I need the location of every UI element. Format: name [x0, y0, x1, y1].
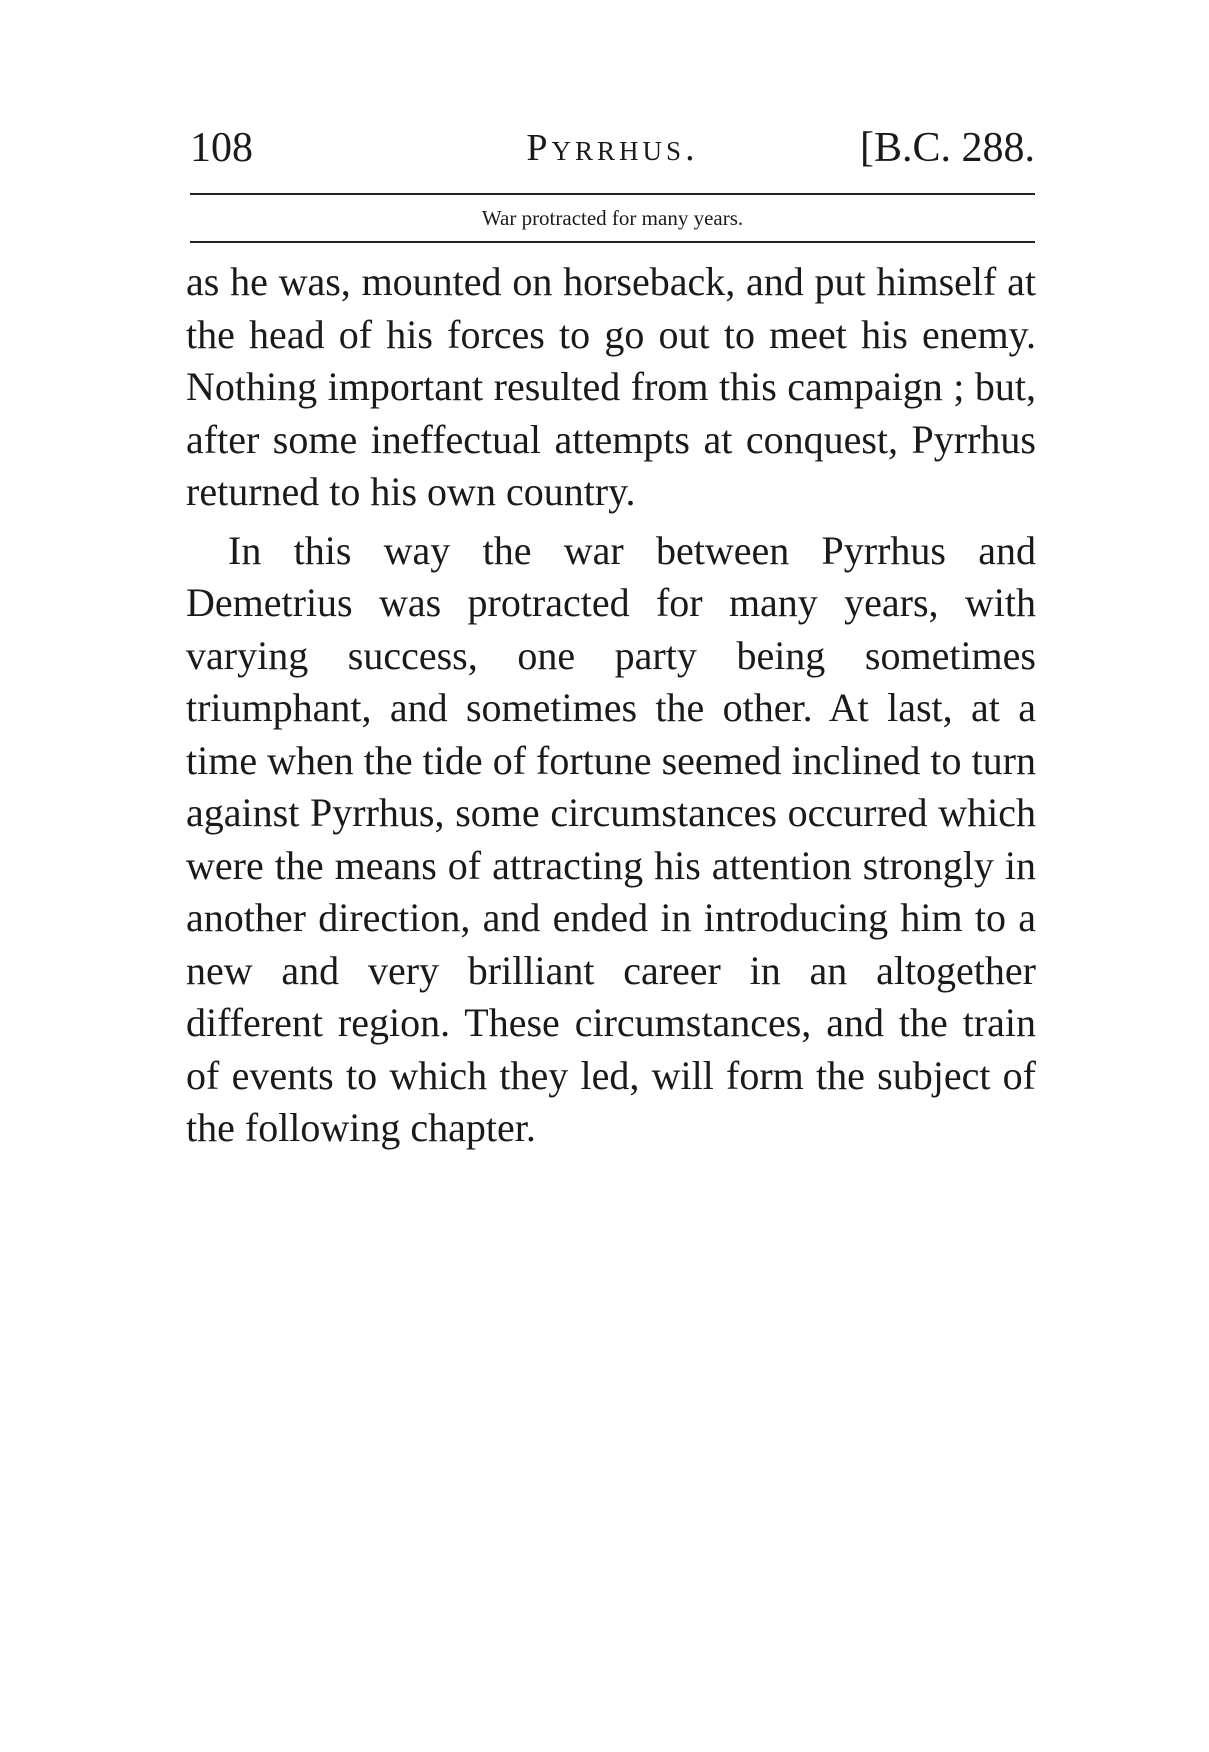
running-head [190, 120, 1035, 176]
page-subheading: War protracted for many years. [481, 206, 744, 230]
body-text [186, 256, 1036, 1155]
page-number: 108 [190, 125, 253, 171]
header-rule-top [190, 193, 1035, 195]
paragraph-continued: as he was, mounted on horseback, and put himself at the head of his forces to go out to meet his enemy. Nothing important resulted from this campaign ; but, after some ineffectual attempts at conquest, Pyrrhus returned to his own country. [186, 259, 1036, 514]
date-range: [B.C. 288. [859, 125, 1035, 171]
paragraph: In this way the war between Pyrrhus and Demetrius was protracted for many years, with varying success, one party being sometimes triumphant, and sometimes the other. At last, at a time when the tide of fortune seemed inclined to turn against Pyrrhus, some circumstances occurred which were the means of attracting his attention strongly in another direction, and ended in introducing him to a new and very brilliant career in an altogether different region. These circumstances, and the train of events to which they led, will form the subject of the following chapter. [186, 527, 1036, 1150]
header-rule-bottom [190, 241, 1035, 243]
running-title: Pyrrhus. [526, 127, 699, 169]
